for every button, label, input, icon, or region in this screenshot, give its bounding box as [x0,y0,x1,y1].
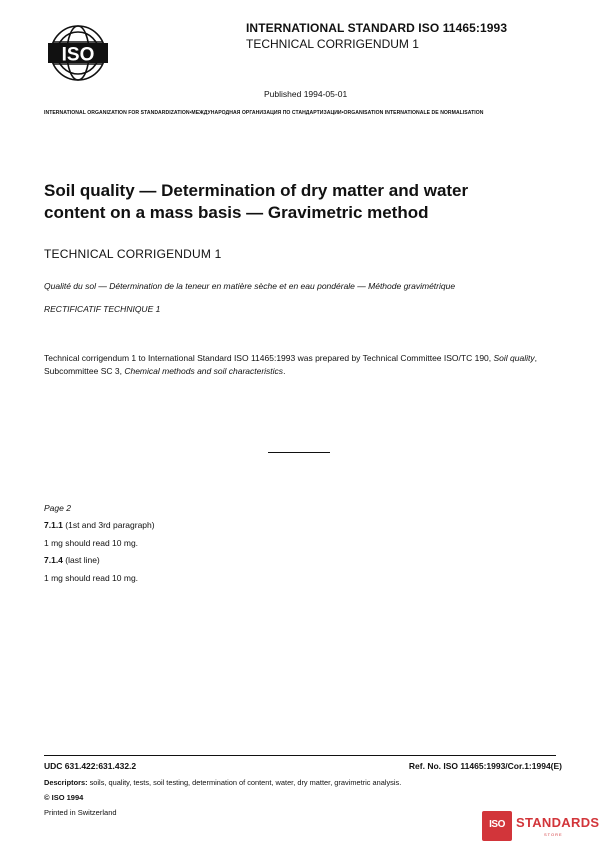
standards-store-watermark [482,811,600,841]
watermark-badge [482,811,512,841]
published-date: Published 1994-05-01 [264,89,348,99]
standard-number: INTERNATIONAL STANDARD ISO 11465:1993 [246,21,508,35]
organization-line: INTERNATIONAL ORGANIZATION FOR STANDARDIZATION•МЕЖДУНАРОДНАЯ ОРГАНИЗАЦИЯ ПО СТАНДАРТИЗАЦИИ•ORGANISATION INTERNATIONALE DE NORMALISATION [44,110,484,116]
correction-heading-1 [44,520,155,530]
intro-text-2: , Subcommittee SC 3, [44,353,537,376]
intro-text-3: . [283,365,286,376]
iso-logo [44,22,112,84]
intro-italic-1: Soil quality [493,353,535,363]
french-subtitle: RECTIFICATIF TECHNIQUE 1 [44,304,161,314]
svg-text:ISO: ISO [61,44,95,66]
descriptors [44,778,401,787]
descriptors-list: soils, quality, tests, soil testing, determination of content, water, dry matter, gravimetric analysis. [89,778,402,787]
footer-rule [44,755,556,756]
clause-note: (1st and 3rd paragraph) [65,520,155,530]
watermark-badge-text: ISO [489,819,505,830]
document-title-line-2: content on a mass basis — Gravimetric method [44,203,429,222]
correction-heading-2 [44,555,100,565]
corrigendum-label: TECHNICAL CORRIGENDUM 1 [246,37,419,51]
printed-location: Printed in Switzerland [44,808,117,817]
clause-number: 7.1.1 [44,520,63,530]
correction-text-1: 1 mg should read 10 mg. [44,538,139,548]
correction-text-2: 1 mg should read 10 mg. [44,573,139,583]
udc-number: UDC 631.422:631.432.2 [44,761,137,771]
descriptors-label: Descriptors: [44,778,88,787]
document-title-line-1: Soil quality — Determination of dry matter and water [44,181,469,200]
copyright: © ISO 1994 [44,793,84,802]
corrigendum-heading: TECHNICAL CORRIGENDUM 1 [44,247,222,261]
watermark-store: STORE [544,832,563,837]
reference-number: Ref. No. ISO 11465:1993/Cor.1:1994(E) [408,761,562,771]
intro-text-1: Technical corrigendum 1 to International Standard ISO 11465:1993 was prepared by Technical Committee ISO/TC 190, [44,353,492,363]
watermark-text: STANDARDS [516,815,600,830]
intro-italic-2: Chemical methods and soil characteristics [124,365,284,376]
clause-number: 7.1.4 [44,555,63,565]
document-title [44,180,544,224]
clause-note: (last line) [65,555,100,565]
intro-paragraph [44,352,554,377]
french-title: Qualité du sol — Détermination de la teneur en matière sèche et en eau pondérale — Méthode gravimétrique [44,281,456,291]
section-divider [268,452,330,453]
page-reference: Page 2 [44,503,71,513]
